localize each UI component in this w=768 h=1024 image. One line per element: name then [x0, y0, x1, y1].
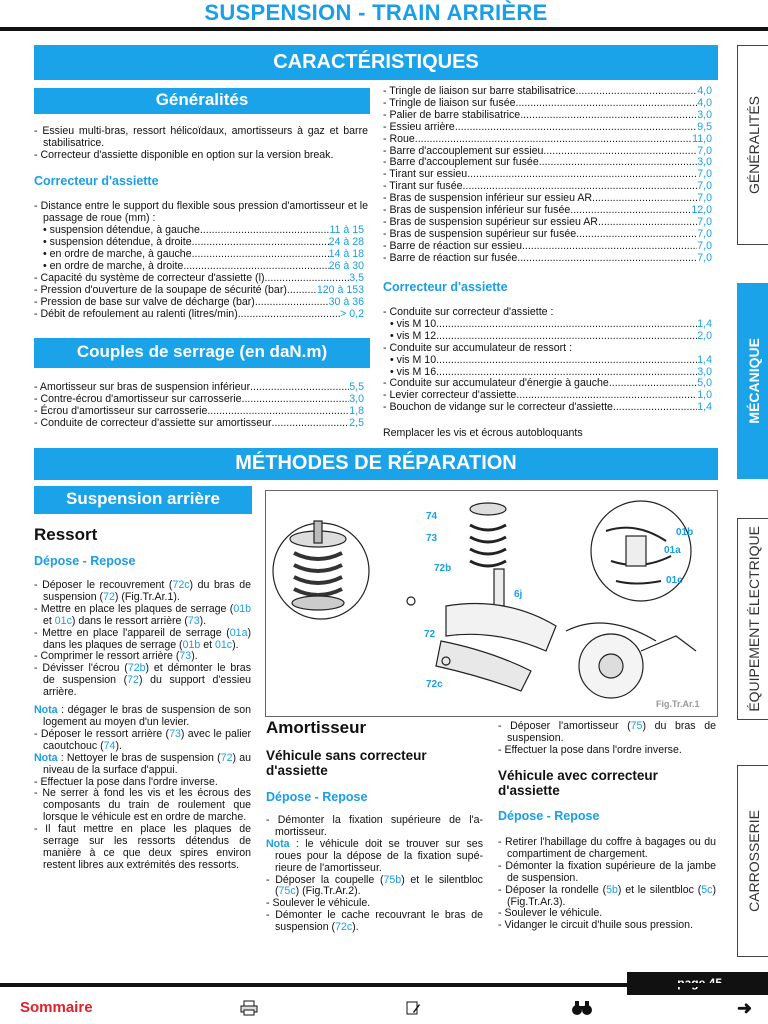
label-01b: 01b — [676, 527, 694, 538]
correcteur-intro: - Distance entre le support du flexible sous pression d'amortisseur et le passage de roue (mm) : — [34, 200, 368, 224]
ressort-depose-heading: Dépose - Repose — [34, 554, 136, 568]
edit-icon[interactable] — [405, 1000, 421, 1020]
spec-row: - Tirant sur fusée ..... 7,0 — [383, 181, 712, 193]
spec-row: - Amortisseur sur bras de suspension inférieur ..... 5,5 — [34, 382, 364, 394]
avec-correcteur-heading: Véhicule avec correcteur d'assiette — [498, 768, 658, 798]
label-72: 72 — [424, 629, 436, 640]
ressort-procedure: - Déposer le recouvrement (72c) du bras de suspension (72) (Fig.Tr.Ar.1). - Mettre en place les plaques de serrage (01b et 01c) dans le ressort arrière (73). - Mettre en place l'appareil de serrage (01a) dans les plaques de serrage (01b et 01c). - Comprimer le ressort arrière (73). - Dévisser l'écrou (72b) et démonter le bras de suspension (72) du support d'essieu arrière. Nota : dégager le bras de suspension de son logement au moyen d'un levier. - Déposer le ressort arrière (73) avec le palier caoutchouc (74). Nota : Nettoyer le bras de suspension (72) au niveau de la surface d'appui. - Effectuer la pose dans l'ordre inverse. - Ne serrer à fond les vis et les écrous des composants du train de roulement que lorsque le véhicule est en ordre de marche. - Il faut mettre en place les plaques de serrage sur les ressorts détendus de manière à ce que deux spires environ restent libres aux extrémités des ressorts. — [34, 579, 252, 871]
amortisseur-steps: - Déposer l'amortisseur (75) du bras de suspension. - Effectuer la pose dans l'ordre inverse. — [498, 720, 716, 756]
label-73: 73 — [426, 533, 438, 544]
suspension-diagram — [266, 491, 717, 716]
sans-depose-heading: Dépose - Repose — [266, 790, 368, 804]
generalites-heading: Généralités — [34, 88, 370, 114]
right-specs — [383, 86, 712, 265]
correcteur-values — [43, 225, 364, 273]
spec-row: • vis M 10 ..... 1,4 — [383, 319, 712, 331]
brake-disc — [566, 623, 696, 698]
spec-row: - Barre de réaction sur essieu ..... 7,0 — [383, 241, 712, 253]
autobloquants-note: Remplacer les vis et écrous autobloquants — [383, 427, 583, 439]
correcteur-right-heading: Correcteur d'assiette — [383, 280, 508, 294]
generalites-text: - Essieu multi-bras, ressort hélicoïdaux, amortisseurs à gaz et barre stabilisatrice. - Correcteur d'assiette disponible en option sur la version break. — [34, 125, 368, 161]
spec-row: - Bouchon de vidange sur le correcteur d'assiette ..... 1,4 — [383, 402, 712, 414]
spec-row: - Barre d'accouplement sur fusée ..... 3,0 — [383, 157, 712, 169]
spec-row: - Capacité du système de correcteur d'assiette (l) ..... 3,5 — [34, 273, 364, 285]
figure-suspension — [265, 490, 718, 717]
spec-row: • en ordre de marche, à gauche ..... 14 à 18 — [43, 249, 364, 261]
spec-row: - Pression d'ouverture de la soupape de sécurité (bar).. ..... 120 à 153 — [34, 285, 364, 297]
spec-row: - Essieu arrière ..... 9,5 — [383, 122, 712, 134]
spring-compressor-inset — [273, 521, 369, 619]
spec-row: - Barre d'accouplement sur essieu ..... 7,0 — [383, 146, 712, 158]
spec-row: - Roue ..... 11,0 — [383, 134, 712, 146]
spec-row: • vis M 12 ..... 2,0 — [383, 331, 712, 343]
page-title: SUSPENSION - TRAIN ARRIÈRE — [204, 0, 548, 25]
spec-row: - Bras de suspension supérieur sur essieu AR ..... 7,0 — [383, 217, 712, 229]
spec-row: - Contre-écrou d'amortisseur sur carrosserie ..... 3,0 — [34, 394, 364, 406]
print-icon[interactable] — [240, 1000, 258, 1020]
spec-row: - Conduite sur accumulateur d'énergie à gauche ..... 5,0 — [383, 378, 712, 390]
avec-correcteur-procedure: - Retirer l'habillage du coffre à bagages ou du compartiment de chargement. - Démonter la fixation supérieure de la jambe de suspension. - Déposer la rondelle (5b) et le silentbloc (5c) (Fig.Tr.Ar.3). - Soulever le véhicule. - Vidanger le circuit d'huile sous pression. — [498, 836, 717, 932]
spec-row: - Levier correcteur d'assiette ..... 1,0 — [383, 390, 712, 402]
label-01a: 01a — [664, 545, 681, 556]
spec-row: - Conduite de correcteur d'assiette sur amortisseur ..... 2,5 — [34, 418, 364, 430]
spec-row: - Tringle de liaison sur barre stabilisatrice ..... 4,0 — [383, 86, 712, 98]
figure-caption: Fig.Tr.Ar.1 — [656, 699, 700, 709]
spec-row: - Tirant sur essieu ..... 7,0 — [383, 169, 712, 181]
footer-rule — [0, 983, 768, 987]
correcteur-values-2 — [34, 273, 364, 321]
sans-correcteur-heading: Véhicule sans correcteur d'assiette — [266, 748, 427, 778]
spec-row: - Écrou d'amortisseur sur carrosserie ..... 1,8 — [34, 406, 364, 418]
suspension-arriere-heading: Suspension arrière — [34, 486, 252, 514]
couples-values — [34, 382, 364, 430]
binoculars-icon[interactable] — [571, 1000, 593, 1020]
spec-row: - Barre de réaction sur fusée ..... 7,0 — [383, 253, 712, 265]
label-01c: 01c — [666, 575, 683, 586]
tab-mecanique[interactable]: MÉCANIQUE — [737, 283, 768, 479]
avec-depose-heading: Dépose - Repose — [498, 809, 600, 823]
label-6j: 6j — [514, 589, 523, 600]
spec-row: - Bras de suspension inférieur sur fusée ..... 12,0 — [383, 205, 712, 217]
spec-row: - Bras de suspension supérieur sur fusée ..... 7,0 — [383, 229, 712, 241]
ressort-heading: Ressort — [34, 525, 98, 544]
spec-row: - Bras de suspension inférieur sur essieu AR ..... 7,0 — [383, 193, 712, 205]
label-72c: 72c — [426, 679, 443, 690]
tab-carrosserie[interactable]: CARROSSERIE — [737, 765, 768, 957]
amortisseur-heading: Amortisseur — [266, 718, 367, 737]
next-arrow-icon[interactable]: ➜ — [737, 998, 753, 1018]
tab-generalites[interactable]: GÉNÉRALITÉS — [737, 45, 768, 245]
spec-row: - Palier de barre stabilisatrice ..... 3,0 — [383, 110, 712, 122]
section-caracteristiques: CARACTÉRISTIQUES — [34, 45, 718, 80]
couples-heading: Couples de serrage (en daN.m) — [34, 338, 370, 368]
sans-correcteur-procedure: - Démonter la fixation supérieure de l'a-mortisseur. Nota : le véhicule doit se trouver sur ses roues pour la dépose de la fixation supé-rieure de l'amortisseur. - Déposer la coupelle (75b) et le silentbloc (75c) (Fig.Tr.Ar.2). - Soulever le véhicule. - Démonter le cache recouvrant le bras de suspension (72c). — [266, 814, 483, 934]
header-rule — [0, 27, 768, 31]
tab-equipement-electrique[interactable]: ÉQUIPEMENT ÉLECTRIQUE — [737, 518, 768, 720]
section-methodes: MÉTHODES DE RÉPARATION — [34, 448, 718, 480]
spring-assembly — [407, 503, 556, 691]
spec-row: • en ordre de marche, à droite ..... 26 à 30 — [43, 261, 364, 273]
spec-row: • vis M 10 ..... 1,4 — [383, 355, 712, 367]
correcteur-right-values: - Conduite sur correcteur d'assiette : • vis M 10 ..... 1,4 • vis M 12 ..... 2,0 - Conduite sur accumulateur de ressort : • vis M 10 ..... 1,4 • vis M 16 ..... 3,0 - Conduite sur accumulateur d'énergie à gauche ..... 5,0 - Levier correcteur d'assiette ..... 1,0 - Bouchon de vidange sur le correcteur d'assiette ..... 1,4 — [383, 307, 712, 414]
label-72b: 72b — [434, 563, 452, 574]
spec-row: • suspension détendue, à gauche ..... 11 à 15 — [43, 225, 364, 237]
label-74: 74 — [426, 511, 438, 522]
spec-row: - Débit de refoulement au ralenti (litres/min) ..... > 0,2 — [34, 309, 364, 321]
spec-row: • suspension détendue, à droite ..... 24 à 28 — [43, 237, 364, 249]
spec-row: • vis M 16 ..... 3,0 — [383, 367, 712, 379]
sommaire-link[interactable]: Sommaire — [20, 999, 93, 1016]
spec-row: - Tringle de liaison sur fusée ..... 4,0 — [383, 98, 712, 110]
spec-row: - Pression de base sur valve de décharge (bar) ..... 30 à 36 — [34, 297, 364, 309]
correcteur-heading: Correcteur d'assiette — [34, 174, 159, 188]
